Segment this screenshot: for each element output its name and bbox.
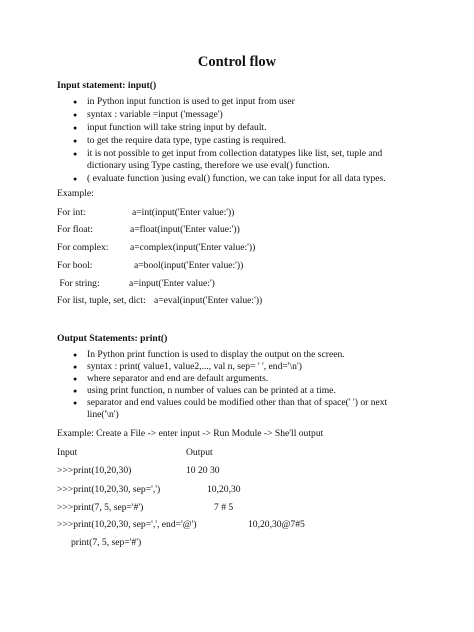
table-row-output: 10,20,30@7#5 — [248, 519, 305, 530]
table-row-input: >>>print(10,20,30, sep=',') — [57, 484, 161, 495]
example-code-collection: a=eval(input('Enter value:')) — [154, 295, 263, 306]
example-code-int: a=int(input('Enter value:')) — [132, 207, 235, 218]
table-row-output: 10 20 30 — [186, 465, 220, 476]
output-bullet-list — [57, 349, 417, 420]
table-row-input: >>>print(10,20,30, sep=',', end='@') — [57, 519, 197, 530]
table-row-output: 7 # 5 — [214, 502, 234, 513]
column-header-input: Input — [57, 447, 78, 458]
list-item: ● it is not possible to get input from collection datatypes like list, set, tuple and dictionary using Type casting, therefore we use eval() function. — [57, 148, 407, 171]
table-row-input: >>>print(7, 5, sep='#') — [57, 502, 144, 513]
list-item: ● syntax : variable =input ('message') — [57, 109, 417, 121]
list-item: ● separator and end values could be modified other than that of space(' ') or next line('\n') — [57, 397, 417, 420]
list-item: ● where separator and end are default arguments. — [57, 373, 417, 385]
page-title: Control flow — [197, 54, 277, 70]
example-code-string: a=input('Enter value:') — [129, 278, 215, 289]
list-item: ● in Python input function is used to get input from user — [57, 96, 417, 108]
example-label: Example: — [57, 188, 94, 199]
table-row-input: >>>print(10,20,30) — [57, 465, 132, 476]
example-code-bool: a=bool(input('Enter value:')) — [134, 260, 244, 271]
input-section-heading: Input statement: input() — [57, 80, 157, 91]
table-row-output: 10,20,30 — [207, 484, 241, 495]
example-code-complex: a=complex(input('Enter value:')) — [130, 242, 256, 253]
list-item: ● ( evaluate function )using eval() function, we can take input for all data types. — [57, 173, 417, 185]
example-label-float: For float: — [57, 224, 93, 235]
example-code-float: a=float(input('Enter value:')) — [130, 224, 240, 235]
list-item: ● input function will take string input by default. — [57, 122, 417, 134]
list-item: ● using print function, n number of values can be printed at a time. — [57, 385, 417, 397]
column-header-output: Output — [186, 447, 213, 458]
list-item: ● In Python print function is used to display the output on the screen. — [57, 349, 417, 361]
example-label-collection: For list, tuple, set, dict: — [57, 295, 146, 306]
example-label-string: For string: — [57, 278, 100, 289]
last-code-line: print(7, 5, sep='#') — [71, 537, 142, 548]
example-label-complex: For complex: — [57, 242, 109, 253]
example-label-int: For int: — [57, 207, 86, 218]
list-item: ● syntax : print( value1, value2,..., val n, sep= ' ', end='\n') — [57, 361, 417, 373]
output-section-heading: Output Statements: print() — [57, 333, 168, 344]
example-label-bool: For bool: — [57, 260, 93, 271]
output-example-line: Example: Create a File -> enter input -> Run Module -> She'll output — [57, 428, 324, 439]
list-item: ● to get the require data type, type casting is required. — [57, 135, 417, 147]
input-bullet-list — [57, 96, 417, 184]
